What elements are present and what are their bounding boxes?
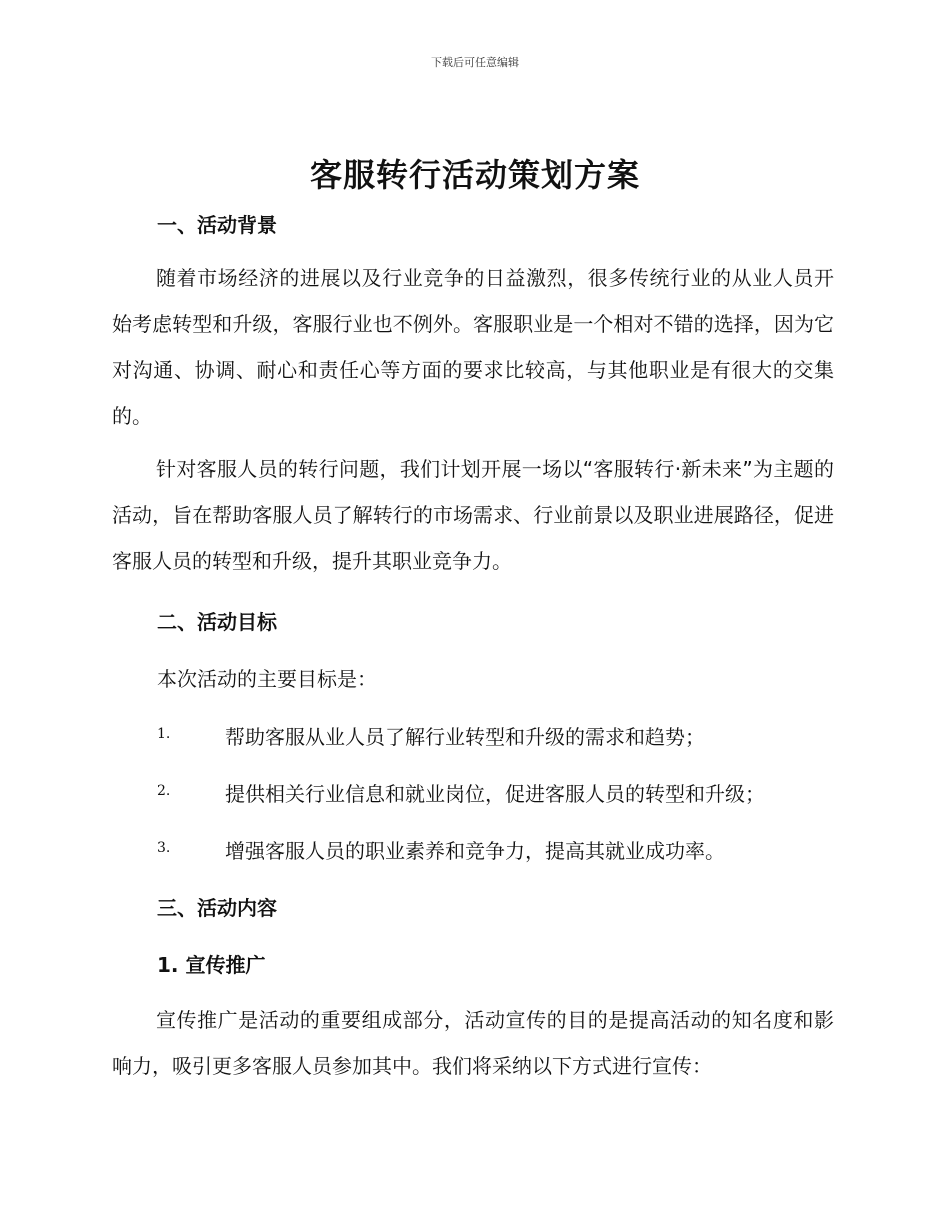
list-item-text: 提供相关行业信息和就业岗位，促进客服人员的转型和升级； — [225, 782, 765, 806]
background-paragraph-2: 针对客服人员的转行问题，我们计划开展一场以“客服转行·新未来”为主题的活动，旨在帮助客服人员了解转行的市场需求、行业前景以及职业进展路径，促进客服人员的转型和升级，提升其职业竞争力。 — [112, 457, 834, 573]
section-heading-background: 一、活动背景 — [157, 213, 277, 237]
list-item-text: 增强客服人员的职业素养和竞争力，提高其就业成功率。 — [225, 839, 725, 863]
section-heading-goals: 二、活动目标 — [157, 610, 277, 634]
subsection-heading-promotion: 1. 宣传推广 — [157, 953, 266, 977]
list-item-number: 3. — [157, 840, 171, 856]
list-item-number: 2. — [157, 783, 171, 799]
background-paragraph-1: 随着市场经济的进展以及行业竞争的日益激烈，很多传统行业的从业人员开始考虑转型和升级，客服行业也不例外。客服职业是一个相对不错的选择，因为它对沟通、协调、耐心和责任心等方面的要求比较高，与其他职业是有很大的交集的。 — [112, 266, 834, 428]
section-heading-content: 三、活动内容 — [157, 896, 277, 920]
document-title: 客服转行活动策划方案 — [309, 156, 640, 194]
page-header-note: 下载后可任意编辑 — [431, 56, 519, 69]
list-item-text: 帮助客服从业人员了解行业转型和升级的需求和趋势； — [225, 725, 705, 749]
list-item-number: 1. — [157, 726, 171, 742]
promotion-paragraph: 宣传推广是活动的重要组成部分，活动宣传的目的是提高活动的知名度和影响力，吸引更多客服人员参加其中。我们将采纳以下方式进行宣传： — [112, 1008, 834, 1078]
goals-intro: 本次活动的主要目标是： — [157, 667, 377, 691]
